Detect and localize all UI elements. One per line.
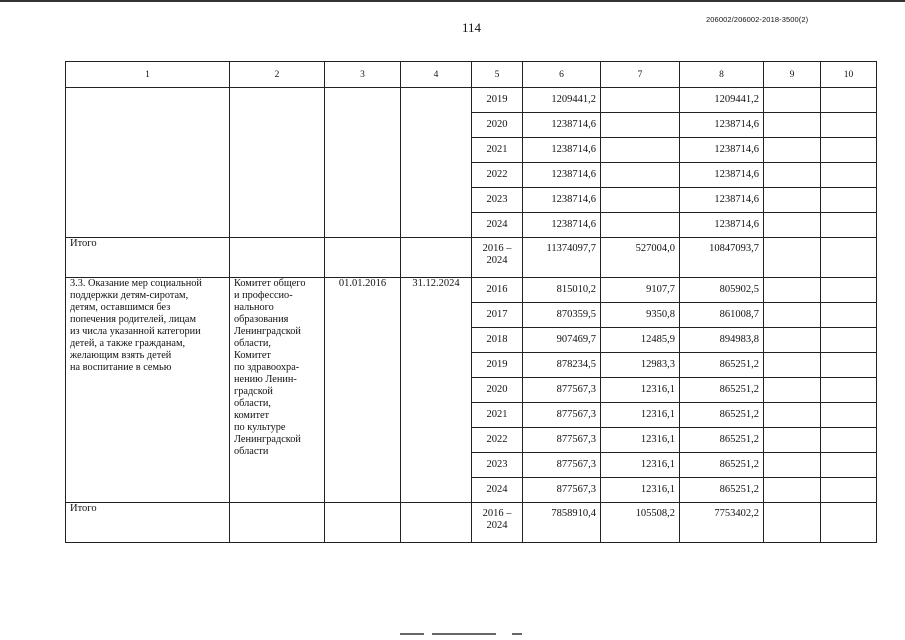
- executor-line: Ленинградской: [234, 326, 301, 337]
- empty-cell: [325, 238, 401, 278]
- regional-cell: 865251,2: [680, 478, 764, 503]
- regional-cell: 1238714,6: [680, 163, 764, 188]
- federal-cell: [601, 163, 680, 188]
- year-cell: 2024: [472, 478, 523, 503]
- total-cell: 877567,3: [523, 428, 601, 453]
- year-cell: 2023: [472, 188, 523, 213]
- year-cell: 2023: [472, 453, 523, 478]
- empty-cell: [764, 378, 821, 403]
- scan-artifact: [512, 633, 522, 635]
- total-cell: 877567,3: [523, 453, 601, 478]
- regional-cell: 865251,2: [680, 353, 764, 378]
- total-cell: 1209441,2: [523, 88, 601, 113]
- year-cell: 2020: [472, 113, 523, 138]
- empty-cell: [764, 163, 821, 188]
- executor-line: Комитет общего: [234, 278, 306, 289]
- period-start: 2016 –: [482, 508, 512, 519]
- empty-cell: [325, 503, 401, 543]
- federal-cell: 12316,1: [601, 378, 680, 403]
- regional-cell: 1209441,2: [680, 88, 764, 113]
- federal-cell: [601, 88, 680, 113]
- federal-cell: 12316,1: [601, 428, 680, 453]
- empty-cell: [764, 428, 821, 453]
- empty-cell: [821, 113, 877, 138]
- period-cell: [472, 238, 523, 278]
- description-line: на воспитание в семью: [70, 362, 172, 373]
- total-cell: 877567,3: [523, 378, 601, 403]
- total-cell: 907469,7: [523, 328, 601, 353]
- year-cell: 2018: [472, 328, 523, 353]
- description-line: поддержки детям-сиротам,: [70, 290, 189, 301]
- year-cell: 2019: [472, 353, 523, 378]
- empty-cell: [764, 478, 821, 503]
- empty-cell: [821, 88, 877, 113]
- continued-start-cell: [325, 88, 401, 238]
- year-cell: 2017: [472, 303, 523, 328]
- federal-cell: 12983,3: [601, 353, 680, 378]
- regional-cell: 1238714,6: [680, 113, 764, 138]
- column-header: 8: [680, 62, 764, 88]
- total-cell: 877567,3: [523, 478, 601, 503]
- executor-line: комитет: [234, 410, 270, 421]
- federal-cell: [601, 188, 680, 213]
- regional-cell: 1238714,6: [680, 213, 764, 238]
- period-start: 2016 –: [482, 243, 512, 254]
- year-cell: 2020: [472, 378, 523, 403]
- regional-cell: 861008,7: [680, 303, 764, 328]
- period-end: 2024: [486, 520, 508, 531]
- federal-cell: 12316,1: [601, 403, 680, 428]
- itogo-label: Итого: [66, 503, 230, 543]
- scan-top-edge: [0, 0, 905, 2]
- regional-cell: 865251,2: [680, 453, 764, 478]
- empty-cell: [764, 453, 821, 478]
- description-line: желающим взять детей: [70, 350, 172, 361]
- empty-cell: [821, 428, 877, 453]
- total-cell: 877567,3: [523, 403, 601, 428]
- empty-cell: [764, 138, 821, 163]
- regional-cell: 7753402,2: [680, 503, 764, 543]
- period-cell: [472, 503, 523, 543]
- federal-cell: [601, 113, 680, 138]
- empty-cell: [764, 353, 821, 378]
- executor-line: области: [234, 446, 269, 457]
- total-cell: 11374097,7: [523, 238, 601, 278]
- executor-line: по здравоохра-: [234, 362, 300, 373]
- year-cell: 2021: [472, 403, 523, 428]
- empty-cell: [821, 238, 877, 278]
- empty-cell: [821, 378, 877, 403]
- empty-cell: [821, 478, 877, 503]
- total-cell: 7858910,4: [523, 503, 601, 543]
- federal-cell: 105508,2: [601, 503, 680, 543]
- total-cell: 1238714,6: [523, 213, 601, 238]
- itogo-row: [66, 503, 877, 543]
- description-line: попечения родителей, лицам: [70, 314, 196, 325]
- period-end: 2024: [486, 255, 508, 266]
- continued-description-cell: [66, 88, 230, 238]
- total-cell: 1238714,6: [523, 113, 601, 138]
- total-cell: 815010,2: [523, 278, 601, 303]
- description-line: из числа указанной категории: [70, 326, 201, 337]
- column-header: 7: [601, 62, 680, 88]
- empty-cell: [821, 453, 877, 478]
- column-header: 3: [325, 62, 401, 88]
- total-cell: 1238714,6: [523, 163, 601, 188]
- description-line: детям, оставшимся без: [70, 302, 171, 313]
- itogo-row: [66, 238, 877, 278]
- regional-cell: 865251,2: [680, 378, 764, 403]
- executor-line: Ленинградской: [234, 434, 301, 445]
- federal-cell: 9107,7: [601, 278, 680, 303]
- total-cell: 1238714,6: [523, 138, 601, 163]
- empty-cell: [764, 238, 821, 278]
- column-header: 10: [821, 62, 877, 88]
- empty-cell: [764, 403, 821, 428]
- column-header: 2: [230, 62, 325, 88]
- scan-artifact: [432, 633, 496, 635]
- year-cell: 2024: [472, 213, 523, 238]
- year-cell: 2019: [472, 88, 523, 113]
- empty-cell: [764, 303, 821, 328]
- empty-cell: [230, 238, 325, 278]
- table-row: [66, 278, 877, 303]
- empty-cell: [821, 278, 877, 303]
- empty-cell: [821, 353, 877, 378]
- measure-description: [66, 278, 230, 503]
- end-date: 31.12.2024: [401, 278, 472, 503]
- empty-cell: [821, 163, 877, 188]
- continued-end-cell: [401, 88, 472, 238]
- empty-cell: [764, 213, 821, 238]
- empty-cell: [230, 503, 325, 543]
- executor-line: Комитет: [234, 350, 271, 361]
- empty-cell: [764, 503, 821, 543]
- regional-cell: 865251,2: [680, 428, 764, 453]
- empty-cell: [764, 113, 821, 138]
- document-code: 206002/206002-2018-3500(2): [706, 15, 809, 24]
- federal-cell: 12485,9: [601, 328, 680, 353]
- year-cell: 2022: [472, 163, 523, 188]
- empty-cell: [821, 138, 877, 163]
- empty-cell: [764, 278, 821, 303]
- description-line: детей, а также гражданам,: [70, 338, 186, 349]
- itogo-label: Итого: [66, 238, 230, 278]
- column-header: 4: [401, 62, 472, 88]
- budget-table: [65, 61, 877, 543]
- empty-cell: [764, 88, 821, 113]
- federal-cell: 9350,8: [601, 303, 680, 328]
- start-date: 01.01.2016: [325, 278, 401, 503]
- empty-cell: [764, 328, 821, 353]
- federal-cell: [601, 213, 680, 238]
- executor-line: области,: [234, 338, 271, 349]
- executor-line: области,: [234, 398, 271, 409]
- empty-cell: [821, 503, 877, 543]
- table-row: [66, 88, 877, 113]
- empty-cell: [821, 213, 877, 238]
- federal-cell: 527004,0: [601, 238, 680, 278]
- description-line: 3.3. Оказание мер социальной: [70, 278, 202, 289]
- total-cell: 878234,5: [523, 353, 601, 378]
- regional-cell: 865251,2: [680, 403, 764, 428]
- federal-cell: 12316,1: [601, 453, 680, 478]
- executor-line: нального: [234, 302, 274, 313]
- empty-cell: [821, 188, 877, 213]
- column-header: 1: [66, 62, 230, 88]
- column-number-row: [66, 62, 877, 88]
- page-number: 114: [462, 20, 482, 35]
- year-cell: 2016: [472, 278, 523, 303]
- year-cell: 2021: [472, 138, 523, 163]
- empty-cell: [821, 303, 877, 328]
- column-header: 9: [764, 62, 821, 88]
- federal-cell: [601, 138, 680, 163]
- executor-line: нению Ленин-: [234, 374, 297, 385]
- executor-cell: [230, 278, 325, 503]
- federal-cell: 12316,1: [601, 478, 680, 503]
- executor-line: образования: [234, 314, 289, 325]
- total-cell: 870359,5: [523, 303, 601, 328]
- column-header: 6: [523, 62, 601, 88]
- year-cell: 2022: [472, 428, 523, 453]
- continued-executor-cell: [230, 88, 325, 238]
- regional-cell: 1238714,6: [680, 138, 764, 163]
- regional-cell: 10847093,7: [680, 238, 764, 278]
- regional-cell: 805902,5: [680, 278, 764, 303]
- empty-cell: [821, 403, 877, 428]
- executor-line: градской: [234, 386, 273, 397]
- empty-cell: [401, 503, 472, 543]
- empty-cell: [401, 238, 472, 278]
- column-header: 5: [472, 62, 523, 88]
- executor-line: по культуре: [234, 422, 286, 433]
- regional-cell: 1238714,6: [680, 188, 764, 213]
- scan-artifact: [400, 633, 424, 635]
- total-cell: 1238714,6: [523, 188, 601, 213]
- empty-cell: [764, 188, 821, 213]
- regional-cell: 894983,8: [680, 328, 764, 353]
- empty-cell: [821, 328, 877, 353]
- executor-line: и профессио-: [234, 290, 293, 301]
